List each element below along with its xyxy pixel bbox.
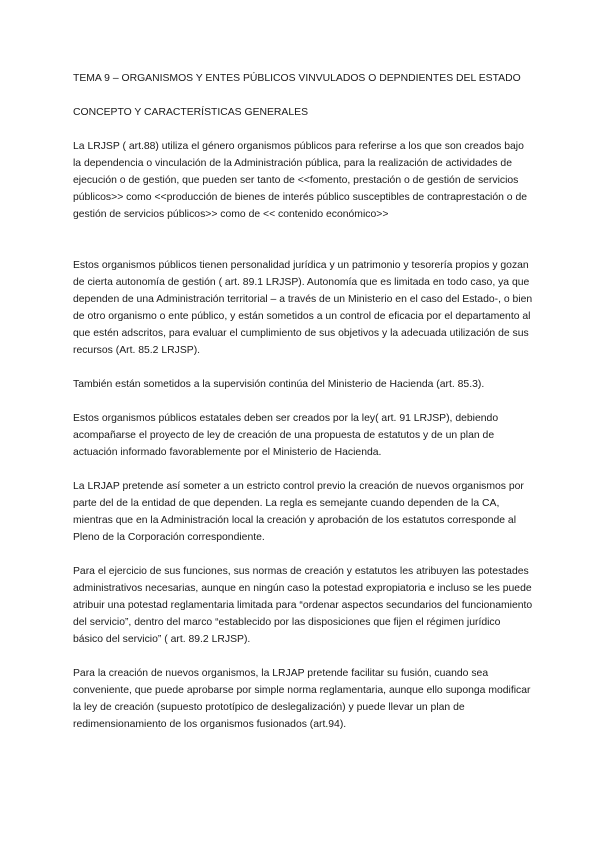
document-title: TEMA 9 – ORGANISMOS Y ENTES PÚBLICOS VINVULADOS O DEPNDIENTES DEL ESTADO [73, 73, 521, 84]
paragraph-7: Para la creación de nuevos organismos, la LRJAP pretende facilitar su fusión, cuando sea conveniente, que puede aprobarse por simple norma reglamentaria, aunque ello suponga modificar la ley de creación (supuesto prototípico de deslegalización) y puede llevar un plan de redimensionamiento de los organismos fusionados (art.94). [73, 668, 531, 730]
document-page [73, 70, 533, 750]
section-heading: CONCEPTO Y CARACTERÍSTICAS GENERALES [73, 107, 309, 118]
paragraph-6: Para el ejercicio de sus funciones, sus normas de creación y estatutos les atribuyen las potestades administrativos necesarias, aunque en ningún caso la potestad expropiatoria e incluso se les puede atribuir una potestad reglamentaria limitada para “ordenar aspectos secundarios del funcionamiento del servicio”, dentro del marco “establecido por las disposiciones que fijen el régimen jurídico básico del servicio” ( art. 89.2 LRJSP). [73, 566, 533, 645]
paragraph-3: También están sometidos a la supervisión continúa del Ministerio de Hacienda (art. 85.3). [73, 379, 485, 390]
paragraph-1: La LRJSP ( art.88) utiliza el género organismos públicos para referirse a los que son creados bajo la dependencia o vinculación de la Administración pública, para la realización de actividades de ejecución o de gestión, que pueden ser tanto de <<fomento, prestación o de gestión de servicios públicos>> como <<producción de bienes de interés público susceptibles de contraprestación o de gestión de servicios públicos>> como de << contenido económico>> [73, 141, 528, 220]
paragraph-4: Estos organismos públicos estatales deben ser creados por la ley( art. 91 LRJSP), debiendo acompañarse el proyecto de ley de creación de una propuesta de estatutos y de un plan de actuación informado favorablemente por el Ministerio de Hacienda. [73, 413, 499, 458]
paragraph-2: Estos organismos públicos tienen personalidad jurídica y un patrimonio y tesorería propios y gozan de cierta autonomía de gestión ( art. 89.1 LRJSP). Autonomía que es limitada en todo caso, ya que dependen de una Administración territorial – a través de un Ministerio en el caso del Estado-, o bien de otro organismo o ente público, y están sometidos a un control de eficacia por el departamento al que estén adscritos, para evaluar el cumplimiento de sus objetivos y la adecuada utilización de sus recursos (Art. 85.2 LRJSP). [73, 260, 533, 356]
paragraph-5: La LRJAP pretende así someter a un estricto control previo la creación de nuevos organismos por parte del de la entidad de que dependen. La regla es semejante cuando dependen de la CA, mientras que en la Administración local la creación y aprobación de los estatutos corresponde al Pleno de la Corporación correspondiente. [73, 481, 524, 543]
